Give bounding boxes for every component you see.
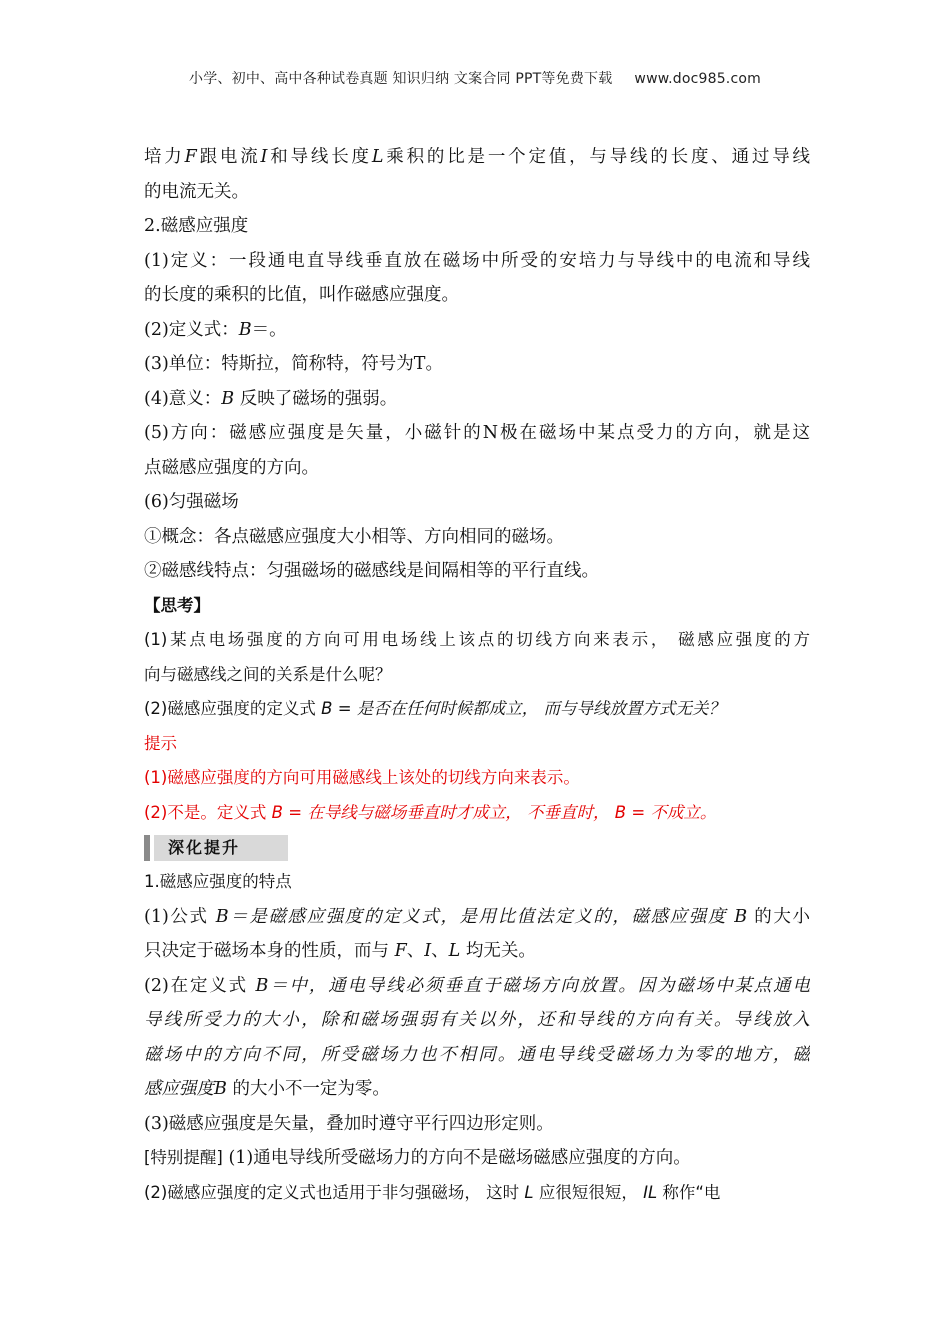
header-text: 小学、初中、高中各种试卷真题 知识归纳 文案合同 PPT等免费下载 bbox=[189, 71, 613, 87]
hint-heading: 提示 bbox=[144, 733, 177, 753]
feature-line-3: (2)在定义式 B＝中，通电导线必须垂直于磁场方向放置。因为磁场中某点通电 bbox=[144, 975, 810, 996]
text-line-definition-cont: 的长度的乘积的比值，叫作磁感应强度。 bbox=[144, 285, 459, 305]
text-line-uniform-field: (6)匀强磁场 bbox=[144, 492, 239, 512]
section-title: 深化提升 bbox=[154, 835, 288, 861]
text-line-unit: (3)单位：特斯拉，简称特，符号为T。 bbox=[144, 354, 443, 374]
heading-1-features: 1.磁感应强度的特点 bbox=[144, 872, 292, 891]
feature-line-5: 磁场中的方向不同，所受磁场力也不相同。通电导线受磁场力为零的地方，磁 bbox=[144, 1044, 810, 1065]
text-line-concept: ①概念：各点磁感应强度大小相等、方向相同的磁场。 bbox=[144, 526, 564, 547]
text-line-1: 培力F跟电流I和导线长度L乘积的比是一个定值，与导线的长度、通过导线 bbox=[144, 147, 810, 167]
feature-line-6: 感应强度B 的大小不一定为零。 bbox=[144, 1079, 390, 1099]
section-band bbox=[144, 835, 810, 861]
hint-answer-1: (1)磁感应强度的方向可用磁感线上该处的切线方向来表示。 bbox=[144, 768, 580, 787]
think-question-2: (2)磁感应强度的定义式 B = 是否在任何时候都成立， 而与导线放置方式无关？ bbox=[144, 699, 726, 718]
document-body bbox=[144, 140, 810, 1210]
text-line-direction-cont: 点磁感应强度的方向。 bbox=[144, 457, 319, 478]
text-line-2: 的电流无关。 bbox=[144, 181, 249, 202]
feature-line-4: 导线所受力的大小，除和磁场强弱有关以外，还和导线的方向有关。导线放入 bbox=[144, 1010, 810, 1030]
think-question-1: (1)某点电场强度的方向可用电场线上该点的切线方向来表示， 磁感应强度的方 bbox=[144, 630, 810, 649]
text-line-meaning: (4)意义：B 反映了磁场的强弱。 bbox=[144, 388, 398, 409]
special-reminder: [特别提醒] (1)通电导线所受磁场力的方向不是磁场磁感应强度的方向。 bbox=[144, 1148, 691, 1168]
header-site-link[interactable]: www.doc985.com bbox=[634, 71, 761, 87]
text-line-field-line-feature: ②磁感线特点：匀强磁场的磁感线是间隔相等的平行直线。 bbox=[144, 561, 599, 581]
feature-line-7: (3)磁感应强度是矢量，叠加时遵守平行四边形定则。 bbox=[144, 1113, 554, 1134]
feature-line-2: 只决定于磁场本身的性质，而与 F、I、L 均无关。 bbox=[144, 941, 536, 961]
think-heading: 【思考】 bbox=[144, 595, 210, 615]
text-line-formula: (2)定义式：B＝。 bbox=[144, 319, 287, 340]
text-line-direction: (5)方向：磁感应强度是矢量，小磁针的N极在磁场中某点受力的方向，就是这 bbox=[144, 423, 810, 443]
section-band-marker bbox=[144, 835, 150, 861]
page-header bbox=[0, 68, 950, 88]
think-question-1-cont: 向与磁感线之间的关系是什么呢？ bbox=[144, 664, 392, 684]
heading-2-magnetic-induction: 2.磁感应强度 bbox=[144, 216, 249, 236]
feature-line-1: (1)公式 B＝是磁感应强度的定义式，是用比值法定义的，磁感应强度 B 的大小 bbox=[144, 906, 810, 927]
special-reminder-2: (2)磁感应强度的定义式也适用于非匀强磁场， 这时 L 应很短很短， IL 称作“电 bbox=[144, 1182, 721, 1202]
hint-answer-2: (2)不是。定义式 B = 在导线与磁场垂直时才成立， 不垂直时， B = 不成立。 bbox=[144, 802, 717, 822]
text-line-definition: (1)定义：一段通电直导线垂直放在磁场中所受的安培力与导线中的电流和导线 bbox=[144, 250, 810, 271]
